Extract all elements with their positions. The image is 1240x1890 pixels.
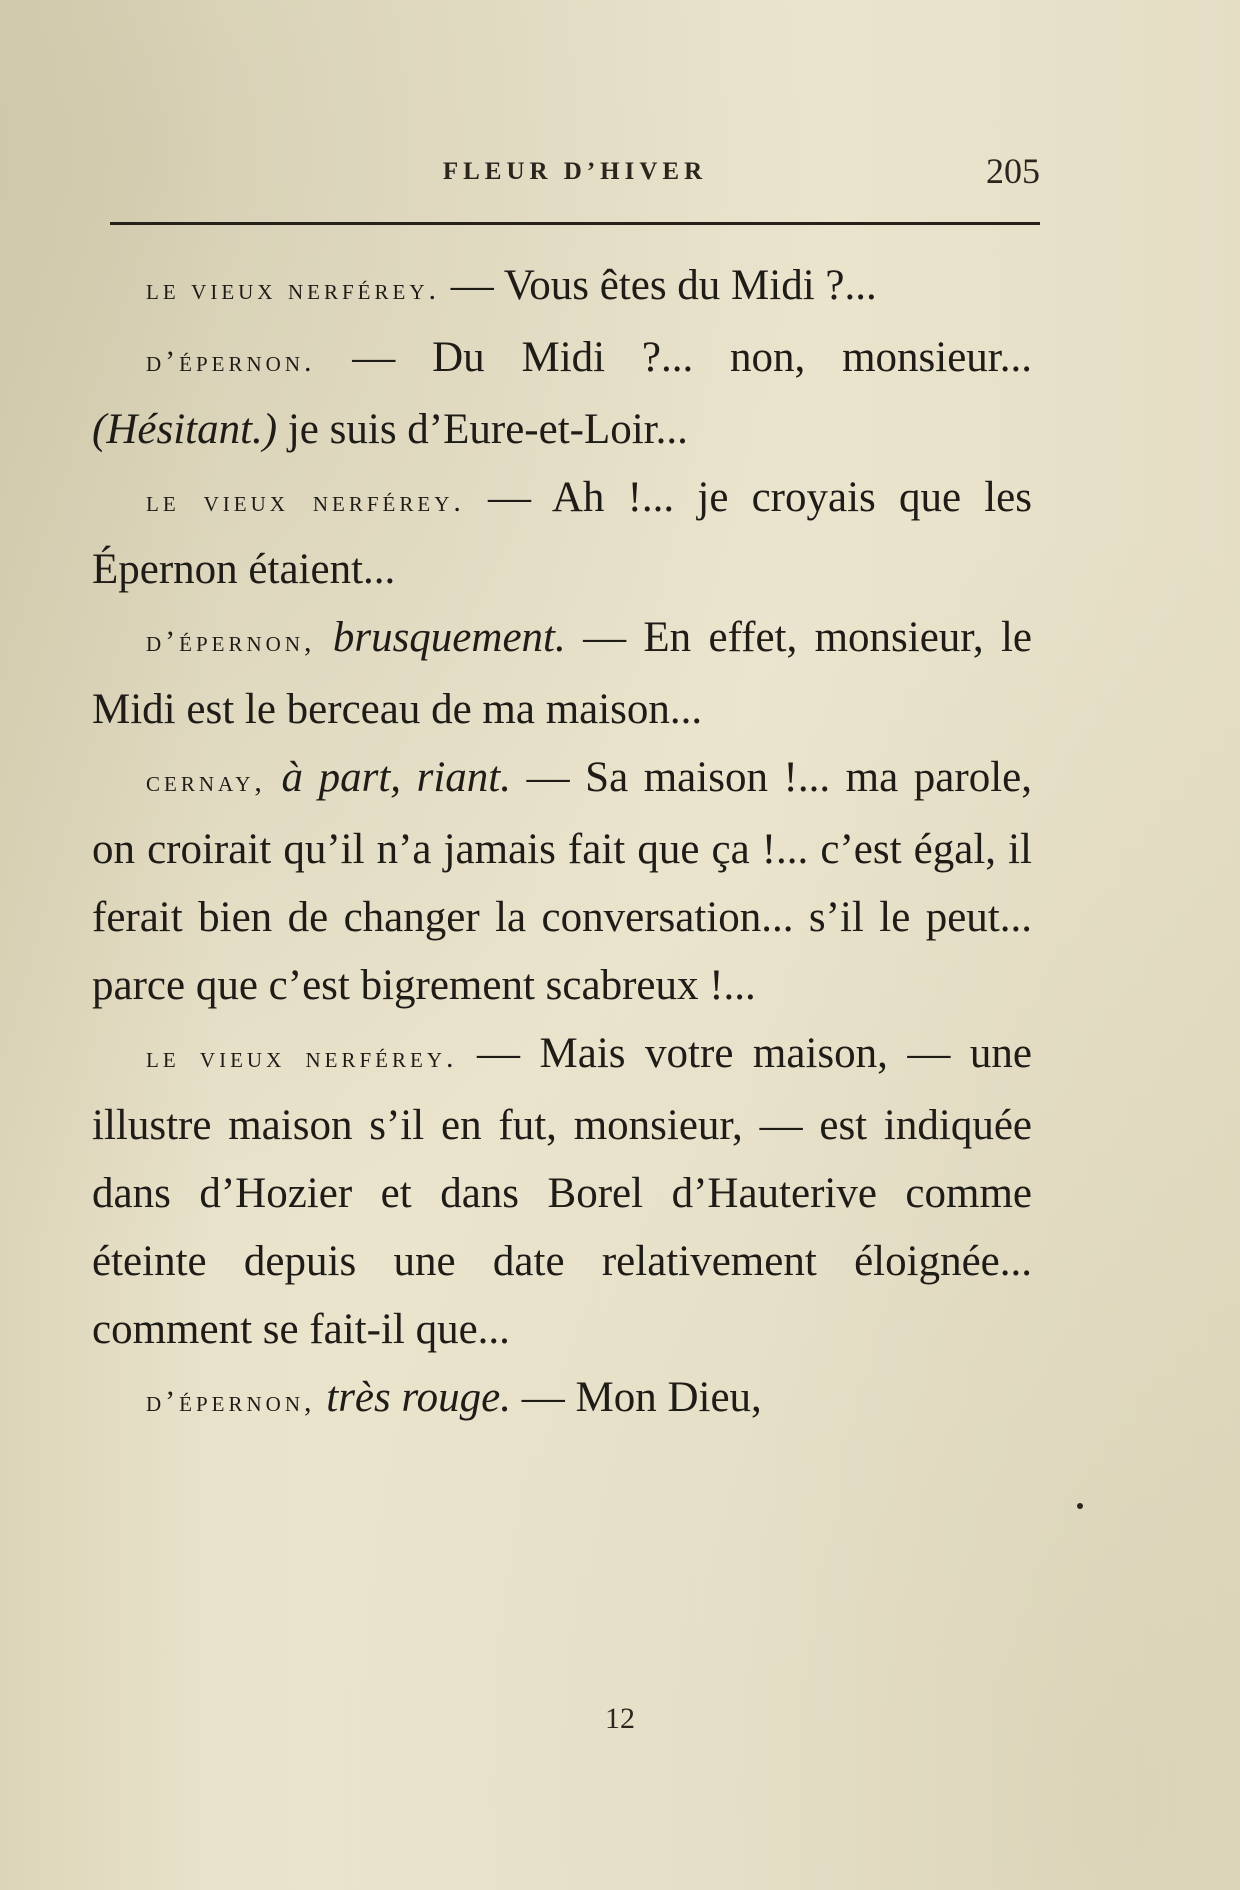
dialogue-paragraph <box>92 324 1032 464</box>
stage-direction: (Hésitant.) <box>92 406 278 453</box>
stage-direction: très rouge. <box>315 1374 511 1421</box>
stage-direction: à part, riant. <box>265 754 511 801</box>
dialogue-line: — Sa maison !... ma parole, on croirait qu’il n’a jamais fait que ça !... c’est égal, il ferait bien de changer la conversation... s’il le peut... parce que c’est bigrement scabreux !... <box>92 754 1032 1009</box>
dialogue-paragraph <box>92 1020 1032 1364</box>
dialogue-paragraph <box>92 464 1032 604</box>
dialogue-line: — Vous êtes du Midi ?... <box>439 262 877 309</box>
dialogue-line: — Mais votre maison, — une illustre maison s’il en fut, monsieur, — est indiquée dans d’Hozier et dans Borel d’Hauterive comme éteinte depuis une date relativement éloignée... comment se fait-il que... <box>92 1030 1032 1353</box>
dialogue-line: — En effet, monsieur, le Midi est le berceau de ma maison... <box>92 614 1033 733</box>
speaker-name: d’épernon, <box>146 625 316 658</box>
running-title: FLEUR D’HIVER <box>442 158 708 185</box>
speaker-name: le vieux nerférey. <box>146 485 465 518</box>
dialogue-paragraph <box>92 252 1032 324</box>
stage-direction: brusquement. <box>315 614 566 661</box>
dialogue-paragraph <box>92 1364 1032 1436</box>
speaker-name: le vieux nerférey. <box>146 1041 458 1074</box>
running-head <box>110 150 1040 200</box>
dialogue-line: — Mon Dieu, <box>510 1374 762 1421</box>
page-number: 205 <box>986 151 1040 191</box>
speaker-name: d’épernon, <box>146 1385 316 1418</box>
dialogue-line: — Ah !... je croyais que les Épernon étaient... <box>92 474 1032 593</box>
dialogue-line: je suis d’Eure-et-Loir... <box>277 406 688 453</box>
signature-mark: 12 <box>605 1702 635 1735</box>
dialogue-text <box>92 252 1032 1436</box>
speaker-name: le vieux nerférey. <box>146 273 440 306</box>
speaker-name: cernay, <box>146 765 266 798</box>
dialogue-line: — Du Midi ?... non, monsieur... <box>315 334 1032 381</box>
dialogue-paragraph <box>92 604 1032 744</box>
ink-speck <box>1077 1503 1083 1509</box>
speaker-name: d’épernon. <box>146 345 316 378</box>
header-rule <box>110 222 1040 225</box>
dialogue-paragraph <box>92 744 1032 1020</box>
